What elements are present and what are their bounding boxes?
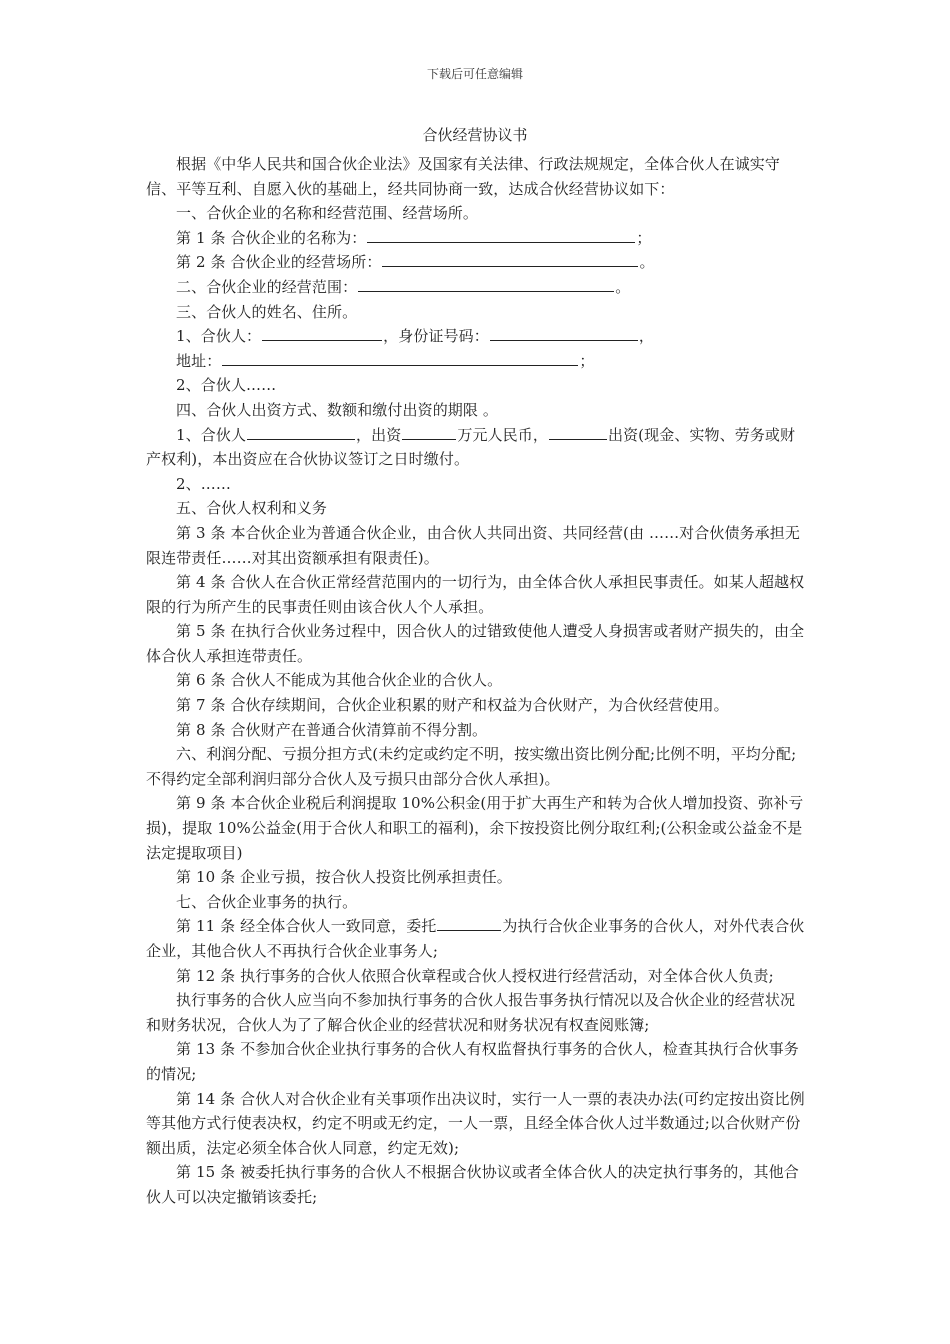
section-6-heading: 六、利润分配、亏损分担方式(未约定或约定不明，按实缴出资比例分配;比例不明，平均分配;不得约定全部利润归部分合伙人及亏损只由部分合伙人承担)。 <box>146 745 797 788</box>
article-10: 第 10 条 企业亏损，按合伙人投资比例承担责任。 <box>176 868 512 887</box>
partner-name-blank[interactable] <box>262 324 382 341</box>
article-1: 第 1 条 合伙企业的名称为： ； <box>146 226 808 251</box>
article-12-continued: 执行事务的合伙人应当向不参加执行事务的合伙人报告事务执行情况以及合伙企业的经营状况和财务状况，合伙人为了了解合伙企业的经营状况和财务状况有权查阅账簿; <box>146 991 796 1034</box>
address-line: 地址： ； <box>146 349 808 374</box>
name-blank[interactable] <box>367 226 635 243</box>
amount-blank[interactable] <box>402 423 456 440</box>
article-12: 第 12 条 执行事务的合伙人依照合伙章程或合伙人授权进行经营活动，对全体合伙人负责; <box>176 966 774 985</box>
article-3: 第 3 条 本合伙企业为普通合伙企业，由合伙人共同出资、共同经营(由 ……对合伙债务承担无限连带责任……对其出资额承担有限责任)。 <box>146 523 800 567</box>
article-9: 第 9 条 本合伙企业税后利润提取 10%公积金(用于扩大再生产和转为合伙人增加投资、弥补亏损)，提取 10%公益金(用于合伙人和职工的福利)，余下按投资比例分取红利;(公积金或公益金不是法定提取项目) <box>146 794 804 862</box>
article-11: 第 11 条 经全体合伙人一致同意，委托 为执行合伙企业事务的合伙人，对外代表合伙企业，其他合伙人不再执行合伙企业事务人; <box>146 914 808 963</box>
article-6: 第 6 条 合伙人不能成为其他合伙企业的合伙人。 <box>176 671 503 690</box>
id-number-blank[interactable] <box>490 324 638 341</box>
contribution-1: 1、合伙人 ，出资 万元人民币， 出资(现金、实物、劳务或财产权利)，本出资应在合伙协议签订之日时缴付。 <box>146 423 808 472</box>
location-blank[interactable] <box>382 250 638 267</box>
article-5: 第 5 条 在执行合伙业务过程中，因合伙人的过错致使他人遭受人身损害或者财产损失的，由全体合伙人承担连带责任。 <box>146 622 805 665</box>
contribution-2: 2、…… <box>176 474 231 493</box>
article-8: 第 8 条 合伙财产在普通合伙清算前不得分割。 <box>176 720 488 739</box>
contributor-blank[interactable] <box>247 423 355 440</box>
document-body <box>146 152 808 1210</box>
address-blank[interactable] <box>222 349 578 366</box>
article-14: 第 14 条 合伙人对合伙企业有关事项作出决议时，实行一人一票的表决办法(可约定按出资比例等其他方式行使表决权，约定不明或无约定，一人一票，且经全体合伙人过半数通过;以合伙财产份额出质，法定必须全体合伙人同意，约定无效); <box>146 1089 805 1157</box>
section-3-heading: 三、合伙人的姓名、住所。 <box>176 302 358 321</box>
partner-1-line: 1、合伙人： ，身份证号码： ， <box>146 324 808 349</box>
section-7-heading: 七、合伙企业事务的执行。 <box>176 892 358 911</box>
section-4-heading: 四、合伙人出资方式、数额和缴付出资的期限 。 <box>176 400 498 419</box>
article-2: 第 2 条 合伙企业的经营场所： 。 <box>146 250 808 275</box>
executor-blank[interactable] <box>437 914 501 931</box>
method-blank[interactable] <box>549 423 607 440</box>
section-1-heading: 一、合伙企业的名称和经营范围、经营场所。 <box>176 204 479 223</box>
section-5-heading: 五、合伙人权利和义务 <box>176 499 328 518</box>
article-7: 第 7 条 合伙存续期间，合伙企业积累的财产和权益为合伙财产，为合伙经营使用。 <box>176 696 729 715</box>
section-2-heading: 二、合伙企业的经营范围： 。 <box>146 275 808 300</box>
partner-2-line: 2、合伙人…… <box>176 376 277 395</box>
scope-blank[interactable] <box>358 275 614 292</box>
article-13: 第 13 条 不参加合伙企业执行事务的合伙人有权监督执行事务的合伙人，检查其执行合伙事务的情况; <box>146 1040 799 1083</box>
page-header: 下载后可任意编辑 <box>426 67 523 81</box>
document-title: 合伙经营协议书 <box>422 126 528 144</box>
article-15: 第 15 条 被委托执行事务的合伙人不根据合伙协议或者全体合伙人的决定执行事务的，其他合伙人可以决定撤销该委托; <box>146 1163 799 1206</box>
intro-paragraph: 根据《中华人民共和国合伙企业法》及国家有关法律、行政法规规定，全体合伙人在诚实守信、平等互利、自愿入伙的基础上，经共同协商一致，达成合伙经营协议如下： <box>146 155 781 198</box>
article-4: 第 4 条 合伙人在合伙正常经营范围内的一切行为，由全体合伙人承担民事责任。如某人超越权限的行为所产生的民事责任则由该合伙人个人承担。 <box>146 573 805 616</box>
